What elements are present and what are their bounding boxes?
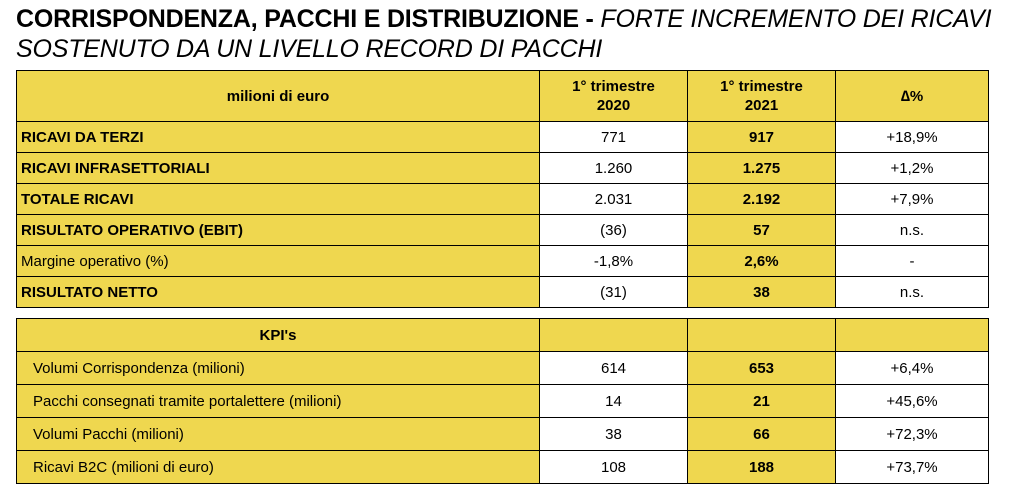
kpi-row bbox=[17, 385, 989, 418]
kpi-delta: +45,6% bbox=[836, 385, 989, 418]
row-label: RISULTATO NETTO bbox=[17, 277, 540, 308]
kpi-header-row bbox=[17, 319, 989, 352]
kpi-2021: 188 bbox=[688, 451, 836, 484]
value-2020: 2.031 bbox=[540, 184, 688, 215]
section-gap bbox=[17, 308, 989, 319]
kpi-row bbox=[17, 451, 989, 484]
gap-cell bbox=[17, 308, 989, 319]
kpi-row bbox=[17, 418, 989, 451]
value-2021: 38 bbox=[688, 277, 836, 308]
kpi-label: Pacchi consegnati tramite portalettere (milioni) bbox=[17, 385, 540, 418]
kpi-header-empty bbox=[836, 319, 989, 352]
kpi-delta: +6,4% bbox=[836, 352, 989, 385]
row-label: RICAVI DA TERZI bbox=[17, 122, 540, 153]
kpi-label: Volumi Corrispondenza (milioni) bbox=[17, 352, 540, 385]
value-delta: - bbox=[836, 246, 989, 277]
value-2021: 2.192 bbox=[688, 184, 836, 215]
financial-table-wrapper bbox=[16, 70, 988, 484]
row-label: TOTALE RICAVI bbox=[17, 184, 540, 215]
table-row bbox=[17, 277, 989, 308]
value-2020: (36) bbox=[540, 215, 688, 246]
kpi-2020: 14 bbox=[540, 385, 688, 418]
value-delta: n.s. bbox=[836, 277, 989, 308]
value-delta: +7,9% bbox=[836, 184, 989, 215]
kpi-2021: 653 bbox=[688, 352, 836, 385]
value-2020: 771 bbox=[540, 122, 688, 153]
table-row bbox=[17, 184, 989, 215]
header-2021-line2: 2021 bbox=[744, 97, 779, 114]
value-2020: 1.260 bbox=[540, 153, 688, 184]
kpi-header-empty bbox=[688, 319, 836, 352]
value-2021: 57 bbox=[688, 215, 836, 246]
kpi-2021: 21 bbox=[688, 385, 836, 418]
kpi-2020: 614 bbox=[540, 352, 688, 385]
table-row bbox=[17, 122, 989, 153]
kpi-header-empty bbox=[540, 319, 688, 352]
row-label: RICAVI INFRASETTORIALI bbox=[17, 153, 540, 184]
kpi-delta: +72,3% bbox=[836, 418, 989, 451]
kpi-label: Ricavi B2C (milioni di euro) bbox=[17, 451, 540, 484]
kpi-row bbox=[17, 352, 989, 385]
kpi-label: Volumi Pacchi (milioni) bbox=[17, 418, 540, 451]
page-title bbox=[16, 4, 1016, 64]
header-2020 bbox=[540, 71, 688, 122]
value-delta: +1,2% bbox=[836, 153, 989, 184]
header-2020-line1: 1° trimestre bbox=[572, 78, 655, 95]
row-label: Margine operativo (%) bbox=[17, 246, 540, 277]
title-italic: FORTE INCREMENTO DEI RICAVI SOSTENUTO DA UN LIVELLO RECORD DI PACCHI bbox=[16, 5, 992, 63]
header-delta: ∆% bbox=[836, 71, 989, 122]
value-2021: 1.275 bbox=[688, 153, 836, 184]
header-2021-line1: 1° trimestre bbox=[720, 78, 803, 95]
header-label: milioni di euro bbox=[17, 71, 540, 122]
value-2021: 917 bbox=[688, 122, 836, 153]
header-2021 bbox=[688, 71, 836, 122]
financial-table bbox=[16, 70, 989, 484]
value-delta: n.s. bbox=[836, 215, 989, 246]
value-2020: (31) bbox=[540, 277, 688, 308]
table-header-row bbox=[17, 71, 989, 122]
table-row bbox=[17, 246, 989, 277]
value-2020: -1,8% bbox=[540, 246, 688, 277]
row-label: RISULTATO OPERATIVO (EBIT) bbox=[17, 215, 540, 246]
kpi-delta: +73,7% bbox=[836, 451, 989, 484]
header-2020-line2: 2020 bbox=[596, 97, 631, 114]
value-2021: 2,6% bbox=[688, 246, 836, 277]
kpi-2020: 38 bbox=[540, 418, 688, 451]
kpi-2020: 108 bbox=[540, 451, 688, 484]
table-row bbox=[17, 215, 989, 246]
title-bold: CORRISPONDENZA, PACCHI E DISTRIBUZIONE - bbox=[16, 5, 601, 33]
value-delta: +18,9% bbox=[836, 122, 989, 153]
kpi-header: KPI's bbox=[17, 319, 540, 352]
kpi-2021: 66 bbox=[688, 418, 836, 451]
table-row bbox=[17, 153, 989, 184]
